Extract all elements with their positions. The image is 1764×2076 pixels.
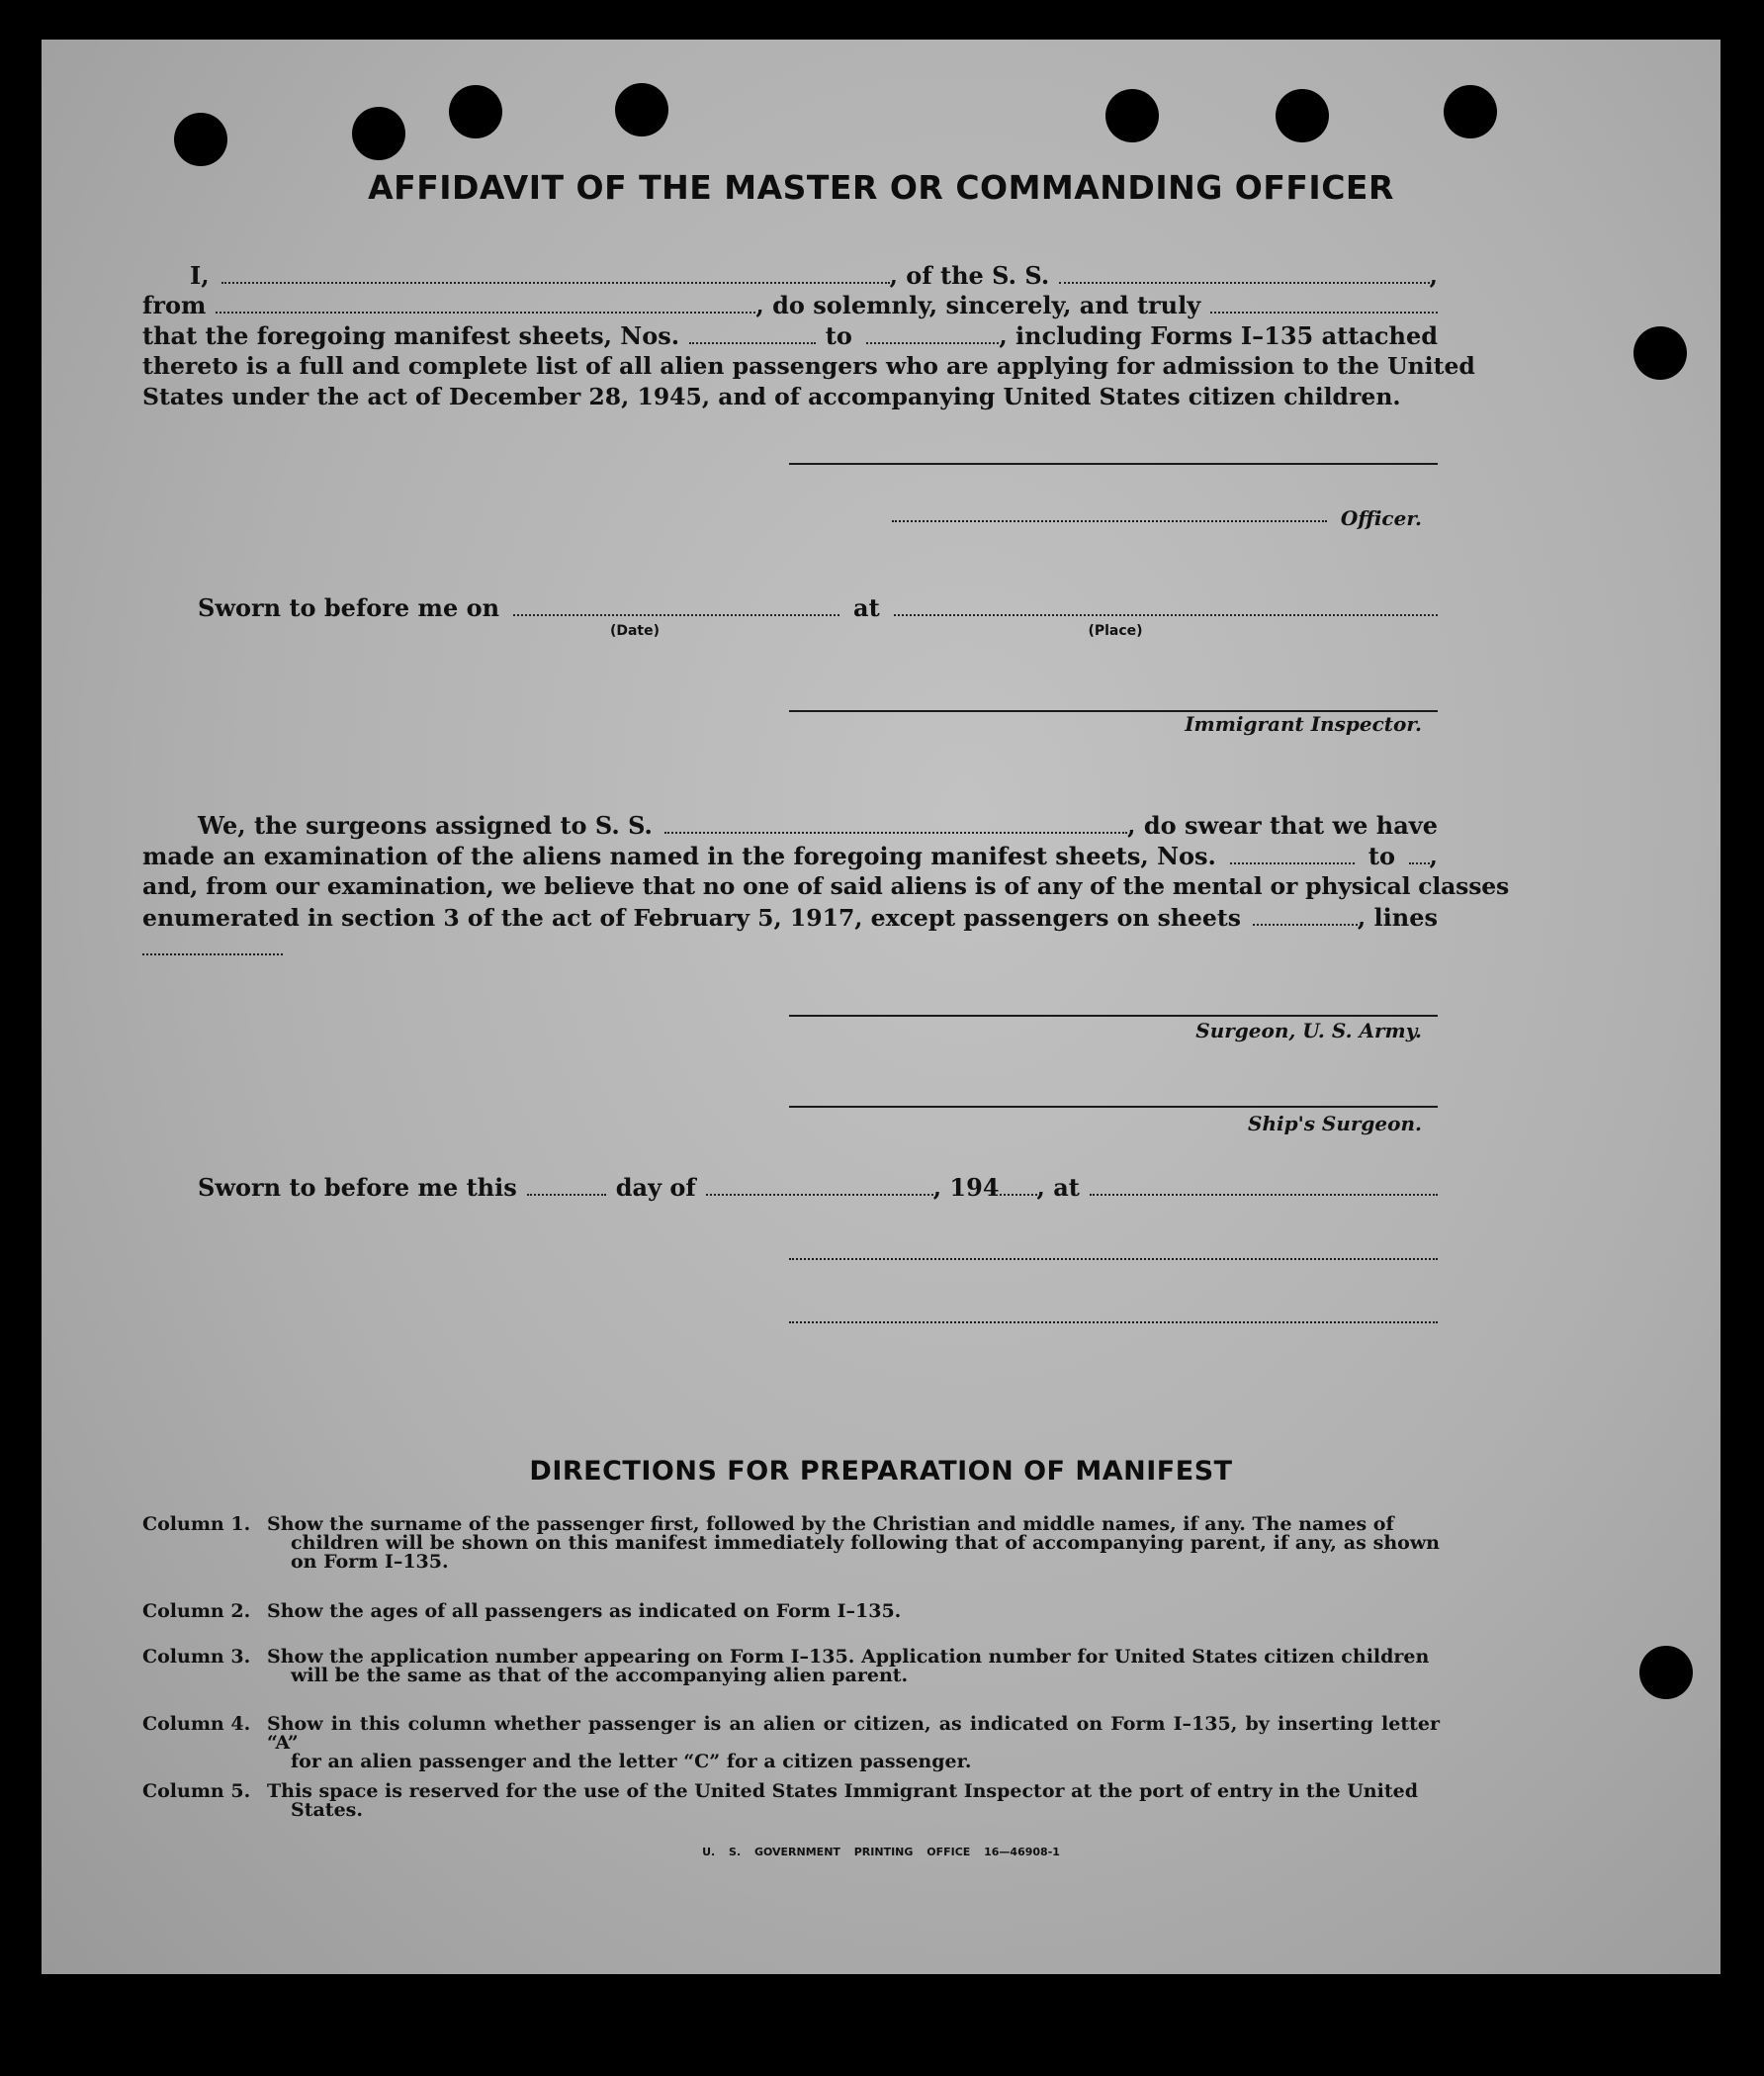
direction-text-rest: States. xyxy=(291,1799,363,1821)
affidavit-title: AFFIDAVIT OF THE MASTER OR COMMANDING OFFICER xyxy=(368,168,1394,207)
surgeons-line-4 xyxy=(142,903,1438,932)
punch-hole xyxy=(1639,1646,1693,1699)
direction-text xyxy=(267,1648,1440,1685)
direction-item xyxy=(142,1648,1440,1685)
punch-hole xyxy=(352,107,405,160)
text-sworn-this: Sworn to before me this xyxy=(198,1173,517,1202)
direction-text-rest: children will be shown on this manifest immediately following that of accompanying parent, if any, as shown on Form I–135. xyxy=(291,1532,1440,1573)
affidavit-line-1 xyxy=(190,261,1438,290)
direction-item xyxy=(142,1515,1440,1572)
surgeons-line-3: and, from our examination, we believe that no one of said aliens is of any of the mental or physical classes xyxy=(142,872,1510,900)
direction-text-first: Show in this column whether passenger is an alien or citizen, as indicated on Form I–135, by inserting letter “A” xyxy=(267,1713,1440,1754)
punch-hole xyxy=(449,85,502,138)
affidavit-line-3 xyxy=(142,321,1438,350)
direction-label: Column 3. xyxy=(142,1646,251,1668)
direction-item xyxy=(142,1782,1440,1820)
signature-line-4[interactable] xyxy=(789,1321,1438,1323)
date-caption: (Date) xyxy=(609,623,661,639)
place-caption: (Place) xyxy=(1088,623,1143,639)
direction-label: Column 5. xyxy=(142,1780,251,1802)
text-sworn: Sworn to before me on xyxy=(198,593,500,622)
direction-text-first: This space is reserved for the use of the United States Immigrant Inspector at the port of entry in the United xyxy=(267,1780,1418,1802)
sworn-line-2 xyxy=(198,1173,1438,1202)
direction-text-first: Show the ages of all passengers as indicated on Form I–135. xyxy=(267,1600,902,1622)
army-surgeon-signature-line[interactable] xyxy=(789,1015,1438,1017)
text-to: to xyxy=(825,321,852,350)
direction-label: Column 1. xyxy=(142,1513,251,1535)
truly-field[interactable] xyxy=(1210,293,1438,314)
direction-item xyxy=(142,1602,1440,1621)
officer-label: Officer. xyxy=(1340,506,1422,530)
text-made: made an examination of the aliens named in the foregoing manifest sheets, Nos. xyxy=(142,842,1216,870)
direction-text xyxy=(267,1602,1440,1621)
direction-text-rest: will be the same as that of the accompanying alien parent. xyxy=(291,1665,909,1686)
text-lines: , lines xyxy=(1357,903,1438,932)
army-surgeon-label: Surgeon, U. S. Army. xyxy=(1195,1019,1422,1042)
text-foregoing: that the foregoing manifest sheets, Nos. xyxy=(142,321,680,350)
direction-text-first: Show the application number appearing on Form I–135. Application number for United States citizen children xyxy=(267,1646,1430,1668)
text-swear: , do swear that we have xyxy=(1127,811,1438,840)
punch-hole xyxy=(615,83,668,136)
form-page xyxy=(42,40,1720,1974)
text-to: to xyxy=(1367,842,1395,870)
directions-title: DIRECTIONS FOR PREPARATION OF MANIFEST xyxy=(529,1456,1233,1487)
text-of-ss: , of the S. S. xyxy=(889,261,1050,290)
surgeons-line-2 xyxy=(142,842,1438,870)
sworn-date-field[interactable] xyxy=(513,595,839,616)
affidavit-line-5: States under the act of December 28, 1945, and of accompanying United States citizen children. xyxy=(142,383,1401,410)
direction-text-first: Show the surname of the passenger first, followed by the Christian and middle names, if any. The names of xyxy=(267,1513,1394,1535)
sheets-from-field[interactable] xyxy=(689,323,816,344)
text-i: I, xyxy=(190,261,210,290)
text-from: from xyxy=(142,291,207,319)
inspector-label: Immigrant Inspector. xyxy=(1185,712,1422,736)
text-solemnly: , do solemnly, sincerely, and truly xyxy=(755,291,1201,319)
ship-surgeon-signature-line[interactable] xyxy=(789,1106,1438,1108)
sworn-year-field[interactable] xyxy=(1000,1175,1037,1196)
sworn-month-field[interactable] xyxy=(706,1175,933,1196)
direction-text xyxy=(267,1715,1440,1771)
direction-text xyxy=(267,1515,1440,1572)
text-year: , 194 xyxy=(932,1173,1000,1202)
affidavit-line-4: thereto is a full and complete list of all alien passengers who are applying for admission to the United xyxy=(142,352,1475,380)
sworn-line-1 xyxy=(198,593,1438,622)
text-at: at xyxy=(853,593,880,622)
printing-office-footer: U. S. GOVERNMENT PRINTING OFFICE 16—46908-1 xyxy=(702,1846,1060,1858)
text-comma: , xyxy=(1429,842,1438,870)
direction-text-rest: for an alien passenger and the letter “C” for a citizen passenger. xyxy=(291,1751,972,1772)
surgeon-sheets-to-field[interactable] xyxy=(1409,844,1430,864)
master-name-field[interactable] xyxy=(221,263,890,284)
sheets-to-field[interactable] xyxy=(866,323,999,344)
signature-line-3[interactable] xyxy=(789,1258,1438,1260)
punch-hole xyxy=(1105,89,1159,142)
surgeons-line-1 xyxy=(198,811,1438,840)
text-enumerated: enumerated in section 3 of the act of February 5, 1917, except passengers on sheets xyxy=(142,904,1241,932)
departure-port-field[interactable] xyxy=(216,293,755,314)
punch-hole xyxy=(1276,89,1329,142)
text-at: , at xyxy=(1036,1173,1080,1202)
text-we: We, the surgeons assigned to S. S. xyxy=(198,811,653,840)
affidavit-line-2 xyxy=(142,291,1438,319)
direction-item xyxy=(142,1715,1440,1771)
direction-label: Column 4. xyxy=(142,1713,251,1735)
direction-text xyxy=(267,1782,1440,1820)
text-including: , including Forms I–135 attached xyxy=(999,321,1438,350)
surgeon-ship-field[interactable] xyxy=(664,813,1127,834)
text-comma: , xyxy=(1429,261,1438,290)
punch-hole xyxy=(1444,85,1497,138)
sworn-day-field[interactable] xyxy=(527,1175,606,1196)
direction-label: Column 2. xyxy=(142,1600,251,1622)
officer-signature-line[interactable] xyxy=(789,463,1438,465)
ship-surgeon-label: Ship's Surgeon. xyxy=(1248,1112,1422,1135)
sworn-place-field-2[interactable] xyxy=(1090,1175,1438,1196)
surgeon-sheets-from-field[interactable] xyxy=(1230,844,1355,864)
except-sheets-field[interactable] xyxy=(1253,905,1358,926)
ship-name-field[interactable] xyxy=(1059,263,1429,284)
sworn-place-field[interactable] xyxy=(894,595,1438,616)
punch-hole xyxy=(1633,326,1687,380)
except-lines-field[interactable] xyxy=(142,953,283,955)
punch-hole xyxy=(174,113,227,166)
text-day-of: day of xyxy=(615,1173,696,1202)
